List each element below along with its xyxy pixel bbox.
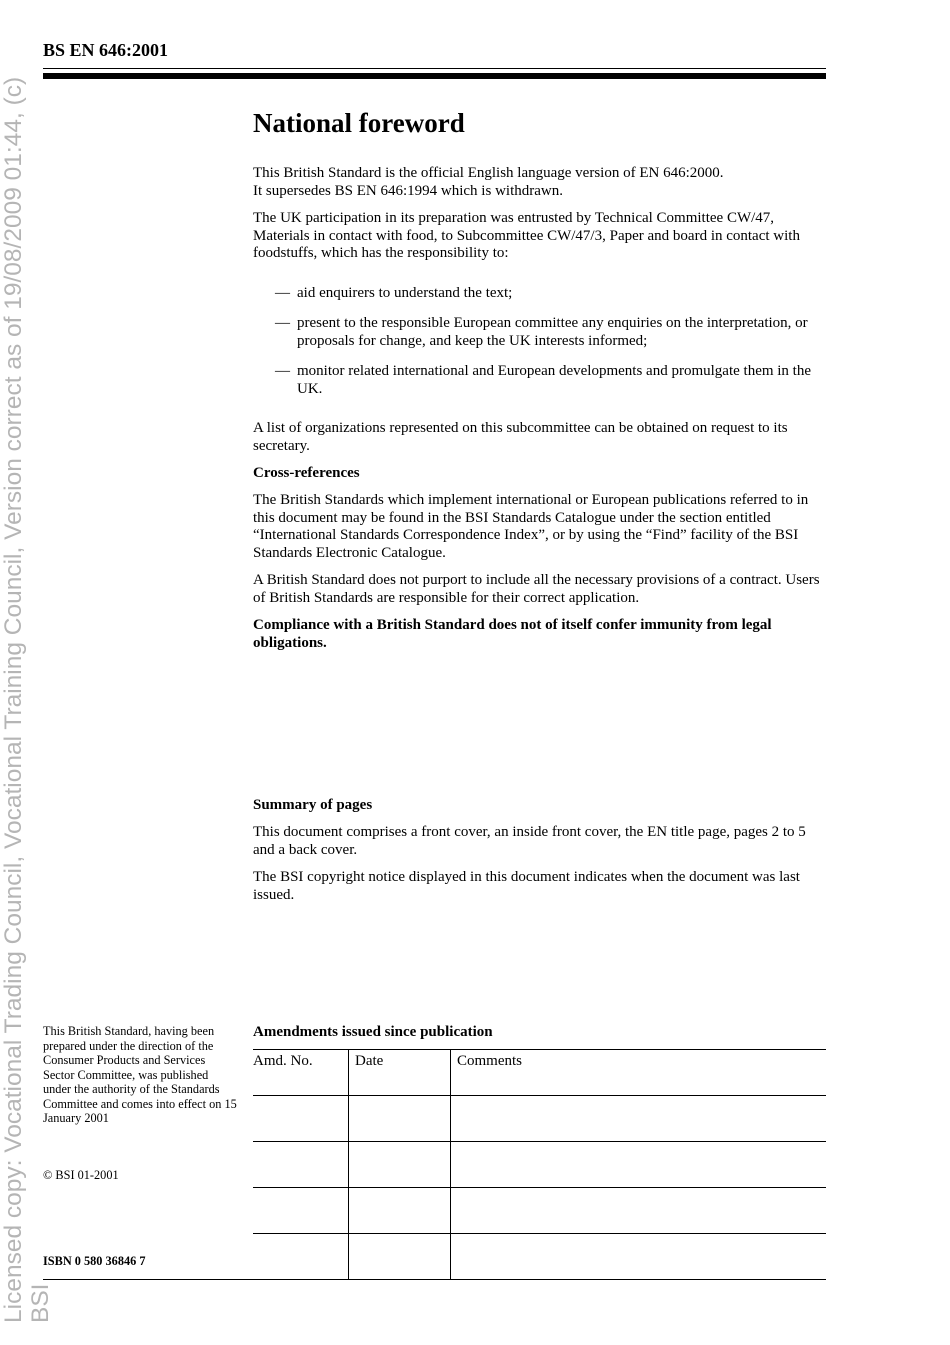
- table-cell: [349, 1234, 451, 1280]
- table-cell: [451, 1142, 827, 1188]
- responsibility-text: monitor related international and European developments and promulgate them in the UK.: [297, 363, 812, 397]
- table-cell: [253, 1234, 349, 1280]
- foreword-paragraph-5: A British Standard does not purport to include all the necessary provisions of a contract. Users of British Standards are responsible for their correct application.: [253, 572, 820, 606]
- table-row: [253, 1234, 826, 1280]
- bsi-copyright: © BSI 01-2001: [43, 1168, 119, 1182]
- column-header-date: Date: [349, 1050, 451, 1096]
- table-cell: [451, 1234, 827, 1280]
- header-rule-thick: [43, 73, 826, 79]
- summary-paragraph: This document comprises a front cover, an inside front cover, the EN title page, pages 2 to 5 and a back cover.: [253, 824, 806, 858]
- table-cell: [349, 1096, 451, 1142]
- table-cell: [451, 1188, 827, 1234]
- responsibility-text: present to the responsible European committee any enquiries on the interpretation, or proposals for change, and keep the UK interests informed;: [297, 315, 808, 349]
- column-header-amd-no: Amd. No.: [253, 1050, 349, 1096]
- isbn: ISBN 0 580 36846 7: [43, 1254, 146, 1268]
- dash-marker: —: [275, 363, 290, 379]
- dash-marker: —: [275, 315, 290, 331]
- table-cell: [349, 1188, 451, 1234]
- table-header-row: [253, 1050, 826, 1096]
- publication-note: This British Standard, having been prepared under the direction of the Consumer Products and Services Sector Committee, was published under the authority of the Standards Committee and comes into effect on 15 January 2001: [43, 1024, 237, 1125]
- table-cell: [451, 1096, 827, 1142]
- table-cell: [349, 1142, 451, 1188]
- watermark-line-2: BSI: [27, 1283, 54, 1323]
- table-row: [253, 1142, 826, 1188]
- table-row: [253, 1188, 826, 1234]
- standard-code: BS EN 646:2001: [43, 40, 169, 60]
- table-row: [253, 1096, 826, 1142]
- dash-marker: —: [275, 285, 290, 301]
- foreword-paragraph-3: A list of organizations represented on this subcommittee can be obtained on request to its secretary.: [253, 420, 788, 454]
- responsibility-text: aid enquirers to understand the text;: [297, 285, 513, 301]
- cross-references-heading: Cross-references: [253, 465, 360, 481]
- header-rule-thin: [43, 68, 826, 69]
- page-title: National foreword: [253, 108, 465, 138]
- watermark-line-1: Licensed copy: Vocational Trading Council, Vocational Training Council, Version correct as of 19/08/2009 01:44, (c): [0, 76, 27, 1323]
- foreword-p1-line1: This British Standard is the official English language version of EN 646:2000.: [253, 165, 724, 181]
- amendments-heading: Amendments issued since publication: [253, 1024, 493, 1040]
- foreword-p1-line2: It supersedes BS EN 646:1994 which is withdrawn.: [253, 182, 563, 199]
- table-cell: [253, 1142, 349, 1188]
- foreword-paragraph-4: The British Standards which implement international or European publications referred to in this document may be found in the BSI Standards Catalogue under the section entitled “International Standards Correspondence Index”, or by using the “Find” facility of the BSI Standards Electronic Catalogue.: [253, 492, 809, 561]
- footer-rule: [43, 1279, 826, 1280]
- table-cell: [253, 1096, 349, 1142]
- compliance-statement: Compliance with a British Standard does not of itself confer immunity from legal obligations.: [253, 617, 772, 651]
- column-header-comments: Comments: [451, 1050, 827, 1096]
- copyright-notice-paragraph: The BSI copyright notice displayed in this document indicates when the document was last issued.: [253, 869, 800, 903]
- table-cell: [253, 1188, 349, 1234]
- licence-watermark: [0, 0, 60, 1345]
- summary-of-pages-heading: Summary of pages: [253, 797, 373, 813]
- amendments-table: [253, 1049, 826, 1280]
- foreword-paragraph-1: [253, 165, 828, 200]
- foreword-paragraph-2: The UK participation in its preparation was entrusted by Technical Committee CW/47, Materials in contact with food, to Subcommittee CW/47/3, Paper and board in contact with foodstuffs, which has the responsibility to:: [253, 210, 800, 261]
